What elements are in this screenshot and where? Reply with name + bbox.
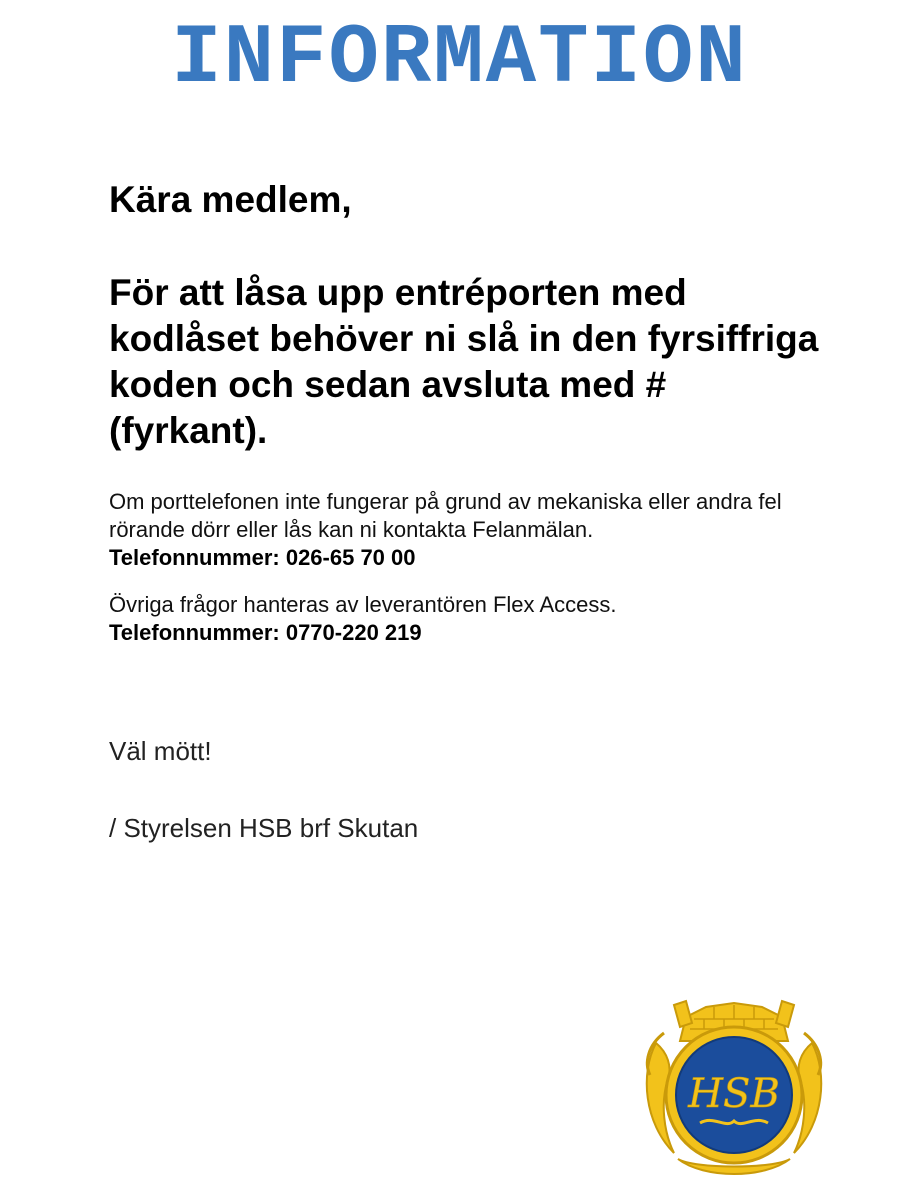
signature-text: / Styrelsen HSB brf Skutan: [109, 813, 419, 843]
other-questions-phone: Telefonnummer: 0770-220 219: [109, 620, 422, 645]
other-questions-text: Övriga frågor hanteras av leverantören Flex Access.: [109, 592, 617, 617]
page-title: INFORMATION: [171, 12, 748, 107]
hsb-emblem-icon: [634, 983, 834, 1183]
fault-report-paragraph: [109, 488, 829, 572]
greeting-text: Kära medlem,: [109, 179, 352, 220]
closing-text: Väl mött!: [109, 736, 212, 766]
other-questions-paragraph: [109, 591, 829, 647]
fault-report-phone: Telefonnummer: 026-65 70 00: [109, 545, 416, 570]
door-code-instruction: För att låsa upp entréporten med kodlåset behöver ni slå in den fyrsiffriga koden och sedan avsluta med # (fyrkant).: [109, 272, 819, 451]
logo-text: HSB: [688, 1071, 780, 1117]
fault-report-text: Om porttelefonen inte fungerar på grund av mekaniska eller andra fel rörande dörr eller lås kan ni kontakta Felanmälan.: [109, 489, 782, 542]
